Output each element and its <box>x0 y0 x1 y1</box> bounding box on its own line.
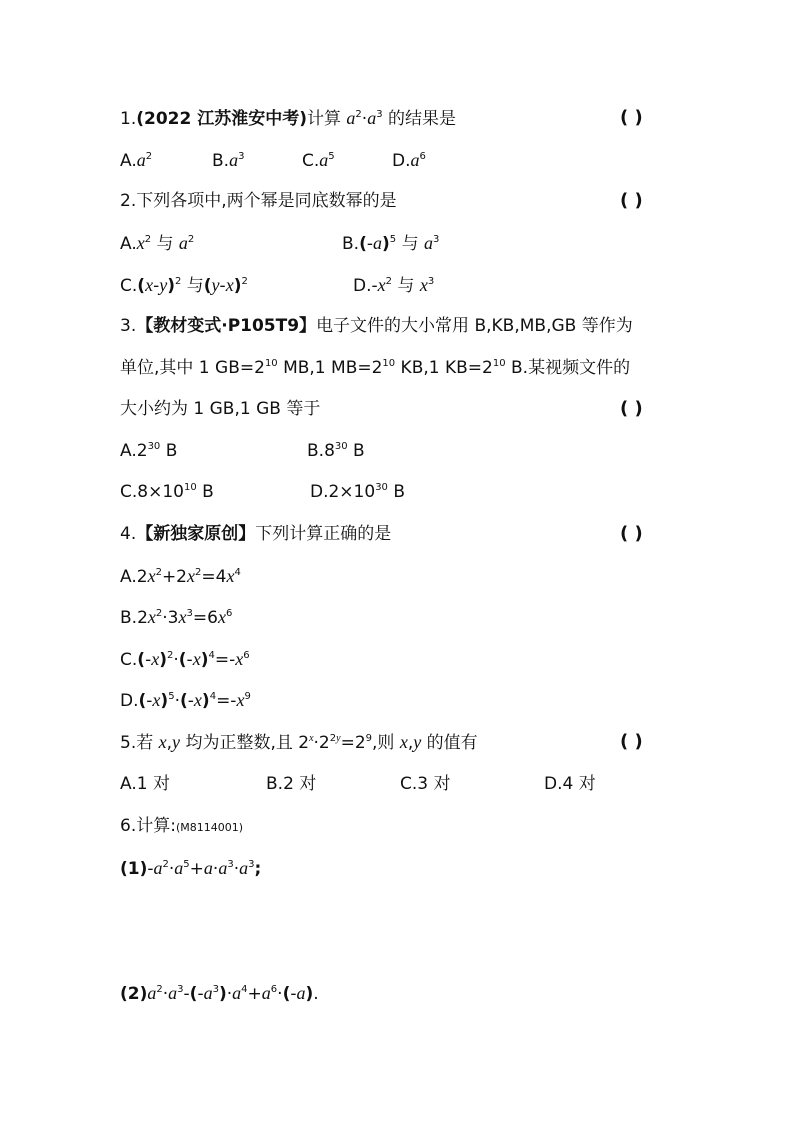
question-3-line-3: 大小约为 1 GB,1 GB 等于 <box>120 399 321 419</box>
option-a: $A.2^{30}$ B <box>120 441 178 461</box>
option-a: $A.a^2$ <box>120 150 153 171</box>
answer-bracket: ( ) <box>620 398 643 419</box>
question-tag: 【新独家原创】 <box>136 524 256 544</box>
question-1: 1.(2022 江苏淮安中考)计算 $a^2\cdot a^3$ 的结果是 <box>120 108 456 129</box>
question-code: (M8114001) <box>175 821 244 834</box>
option-d: $D.(-x)^5\cdot(-x)^4=-x^9$ <box>120 690 251 711</box>
question-6-part-1: $(1)-a^2\cdot a^5+a\cdot a^3\cdot a^3$; <box>120 858 262 879</box>
question-6: 6.计算:(M8114001) <box>120 816 244 836</box>
option-d: D.4 对 <box>544 774 596 794</box>
option-c: $C.(x-y)^2$ 与$(y-x)^2$ <box>120 275 248 296</box>
option-c: $C.8\times 10^{10}$ B <box>120 482 214 502</box>
question-5: 5.若 x,y 均为正整数,且 $2^x\cdot 2^{2y}=2^9$,则 x,y 的值有 <box>120 732 478 753</box>
option-a: A.1 对 <box>120 774 170 794</box>
option-a: $A.x^2$ 与 $a^2$ <box>120 233 195 254</box>
answer-bracket: ( ) <box>620 523 643 544</box>
option-b: $B.2x^2\cdot 3x^3=6x^6$ <box>120 607 233 628</box>
option-a: $A.2x^2+2x^2=4x^4$ <box>120 566 241 587</box>
option-c: $C.a^5$ <box>302 150 335 171</box>
question-number: 1. <box>120 109 137 129</box>
question-3: 3.【教材变式·P105T9】电子文件的大小常用 B,KB,MB,GB 等作为 <box>120 316 633 336</box>
option-d: $D.-x^2$ 与 $x^3$ <box>353 275 435 296</box>
question-2: 2.下列各项中,两个幂是同底数幂的是 <box>120 191 397 211</box>
option-b: B.2 对 <box>266 774 317 794</box>
option-b: $B.8^{30}$ B <box>307 441 365 461</box>
option-b: $B.(-a)^5$ 与 $a^3$ <box>342 233 440 254</box>
option-b: $B.a^3$ <box>212 150 245 171</box>
answer-bracket: ( ) <box>620 190 643 211</box>
option-d: $D.2\times 10^{30}$ B <box>310 482 405 502</box>
question-source: (2022 江苏淮安中考) <box>136 109 308 129</box>
question-3-line-2: 单位,其中 1 $GB=2^{10}$ MB,1 $MB=2^{10}$ KB,1 $KB=2^{10}$ B.某视频文件的 <box>120 358 631 378</box>
answer-bracket: ( ) <box>620 107 643 128</box>
answer-bracket: ( ) <box>620 731 643 752</box>
question-6-part-2: $(2)a^2\cdot a^3-(-a^3)\cdot a^4+a^6\cdot(-a)$. <box>120 983 319 1004</box>
question-tag: 【教材变式·P105T9】 <box>136 316 317 336</box>
option-d: $D.a^6$ <box>392 150 426 171</box>
question-4: 4.【新独家原创】下列计算正确的是 <box>120 524 392 544</box>
option-c: $C.(-x)^2\cdot(-x)^4=-x^6$ <box>120 649 250 670</box>
option-c: C.3 对 <box>400 774 451 794</box>
